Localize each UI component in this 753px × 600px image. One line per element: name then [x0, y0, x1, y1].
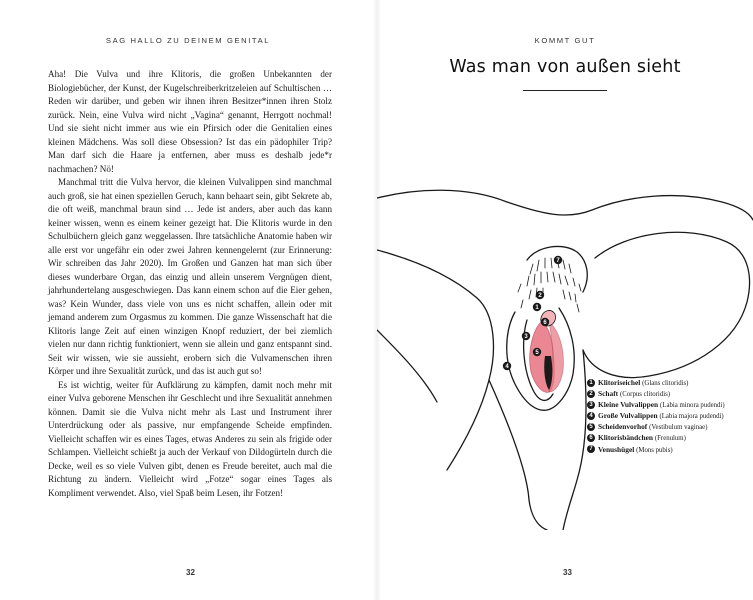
legend-item: [587, 433, 747, 444]
mons-contour: [527, 246, 587, 292]
marker-1-icon: [533, 303, 541, 311]
legend-number: 3: [587, 401, 595, 409]
legend-latin: (Mons pubis): [636, 446, 673, 454]
svg-text:5: 5: [535, 350, 539, 357]
legend-term: Große Vulvalippen: [598, 411, 658, 421]
vulva-illustration: [377, 180, 753, 530]
marker-4-icon: [503, 362, 511, 370]
page-number-right: 33: [563, 568, 572, 577]
legend-term: Klitoriseichel: [598, 378, 641, 387]
svg-text:6: 6: [543, 320, 547, 327]
legend-item: [587, 411, 747, 422]
legend-term: Klitorisbändchen: [598, 433, 654, 443]
legend-item: [587, 378, 747, 389]
left-thigh: [377, 250, 493, 470]
marker-5-icon: [533, 348, 541, 356]
legend-latin: (Labia majora pudendi): [659, 413, 724, 421]
svg-text:2: 2: [538, 293, 542, 300]
legend-latin: (Vestibulum vaginae): [649, 424, 708, 432]
running-head-left: SAG HALLO ZU DEINEM GENITAL: [105, 36, 271, 45]
legend-latin: (Labia minora pudendi): [660, 402, 725, 410]
legend: [587, 378, 747, 456]
legend-term: Venushügel: [598, 444, 635, 454]
page-number-left: 32: [186, 568, 195, 577]
running-head-right: KOMMT GUT: [534, 36, 596, 45]
legend-term: Kleine Vulvalippen: [598, 400, 659, 410]
marker-7-icon: [554, 256, 562, 264]
svg-text:3: 3: [524, 334, 528, 341]
legend-item: [587, 389, 747, 400]
legend-term: Scheidenvorhof: [598, 422, 648, 432]
legend-item: [587, 400, 747, 411]
legend-number: 6: [587, 434, 595, 442]
legend-term: Schaft: [598, 389, 619, 399]
page-title: Was man von außen sieht: [449, 57, 681, 77]
legend-item: [587, 445, 747, 456]
right-thigh: [583, 232, 750, 377]
legend-number: 4: [587, 412, 595, 420]
paragraph-3: Es ist wichtig, weiter für Aufklärung zu kämpfen, damit noch mehr mit einer Vulva geborene Menschen ihr Geschlecht und ihre Sexualität annehmen können. Damit sie die Vulva nicht mehr als Last und Instrument ihrer Unterdrückung oder als passive, nur empfangende Scheide empfinden. Vielleicht schaffen wir es eines Tages, etwas Anderes zu sein als frigide oder Schlampen. Vielleicht schießt ja auch der Verkauf von Dildogürteln durch die Decke, weil es so viele Vulven gibt, denen es Freude bereitet, auch mal die Richtung zu ändern. Vielleicht wird „Fotze“ sogar eines Tages als Kompliment verwendet. Also, viel Spaß beim Lesen, ihr Fotzen!: [48, 379, 332, 498]
legend-number: 2: [587, 390, 595, 398]
svg-text:7: 7: [556, 258, 560, 265]
svg-text:1: 1: [535, 305, 539, 312]
paragraph-1: Aha! Die Vulva und ihre Klitoris, die großen Unbekannten der Biologiebücher, der Kunst, der Kugelschreiberkritzeleien auf Schultischen … Reden wir darüber, und geben wir ihnen ihren Besitzer*innen ihren Stolz zurück. Nein, eine Vulva wird nicht „Vagina“ genannt, Herrgott nochmal! Und sie sieht nicht immer aus wie ein Pfirsich oder die Genitalien eines kleinen Mädchens. Was soll diese Obsession? Ist das ein pädophiler Trip? Man darf sich die Haare ja entfernen, aber muss es deshalb jede*r nachmachen? Nö!: [48, 69, 332, 174]
body-outline: [377, 190, 753, 220]
legend-item: [587, 422, 747, 433]
svg-text:4: 4: [505, 364, 509, 371]
right-page: [377, 0, 753, 600]
legend-number: 1: [587, 379, 595, 387]
legend-number: 7: [587, 445, 595, 453]
legend-latin: (Frenulum): [654, 435, 686, 443]
left-page: [0, 0, 376, 600]
marker-3-icon: [522, 332, 530, 340]
legend-latin: (Corpus clitoridis): [619, 391, 671, 399]
paragraph-2: Manchmal tritt die Vulva hervor, die kleinen Vulvalippen sind manchmal auch groß, sie hat einen speziellen Geruch, kann behaart sein, gibt Sekrete ab, die oft weiß, manchmal braun sind … Jede ist anders, aber auch das kann keiner wissen, wenn es einem keiner gezeigt hat. Die Klitoris wurde in den Schulbüchern gleich ganz weggelassen. Ihre tatsächliche Anatomie haben wir alle erst vor ungefähr ein oder zwei Jahren kennengelernt (zur Erinnerung: Wir schreiben das Jahr 2020). Im Großen und Ganzen hat man sich über dieses wunderbare Organ, das einzig und allein unserem Vergnügen dient, jahrhundertelang ausgeschwiegen. Das kann einem schon auf die Eier gehen, was? Kein Wunder, dass viele von uns es nicht schaffen, allein oder mit jemand anderem zum Orgasmus zu kommen. Die ganze Wissenschaft hat die Klitoris lange Zeit auf einen winzigen Knopf reduziert, der bei ziemlich vielen nur dann richtig funktioniert, wenn sie allein und ganz entspannt sind. Seit wir wissen, wie sie aussieht, erobern sich die Vulvamenschen ihren Körper und ihre Sexualität zurück, und das ist auch gut so!: [48, 177, 332, 376]
title-underline: [523, 90, 607, 91]
body-text: [48, 68, 332, 500]
legend-number: 5: [587, 423, 595, 431]
legend-latin: (Glans clitoridis): [642, 380, 689, 387]
marker-6-icon: [541, 318, 549, 326]
marker-2-icon: [536, 291, 544, 299]
